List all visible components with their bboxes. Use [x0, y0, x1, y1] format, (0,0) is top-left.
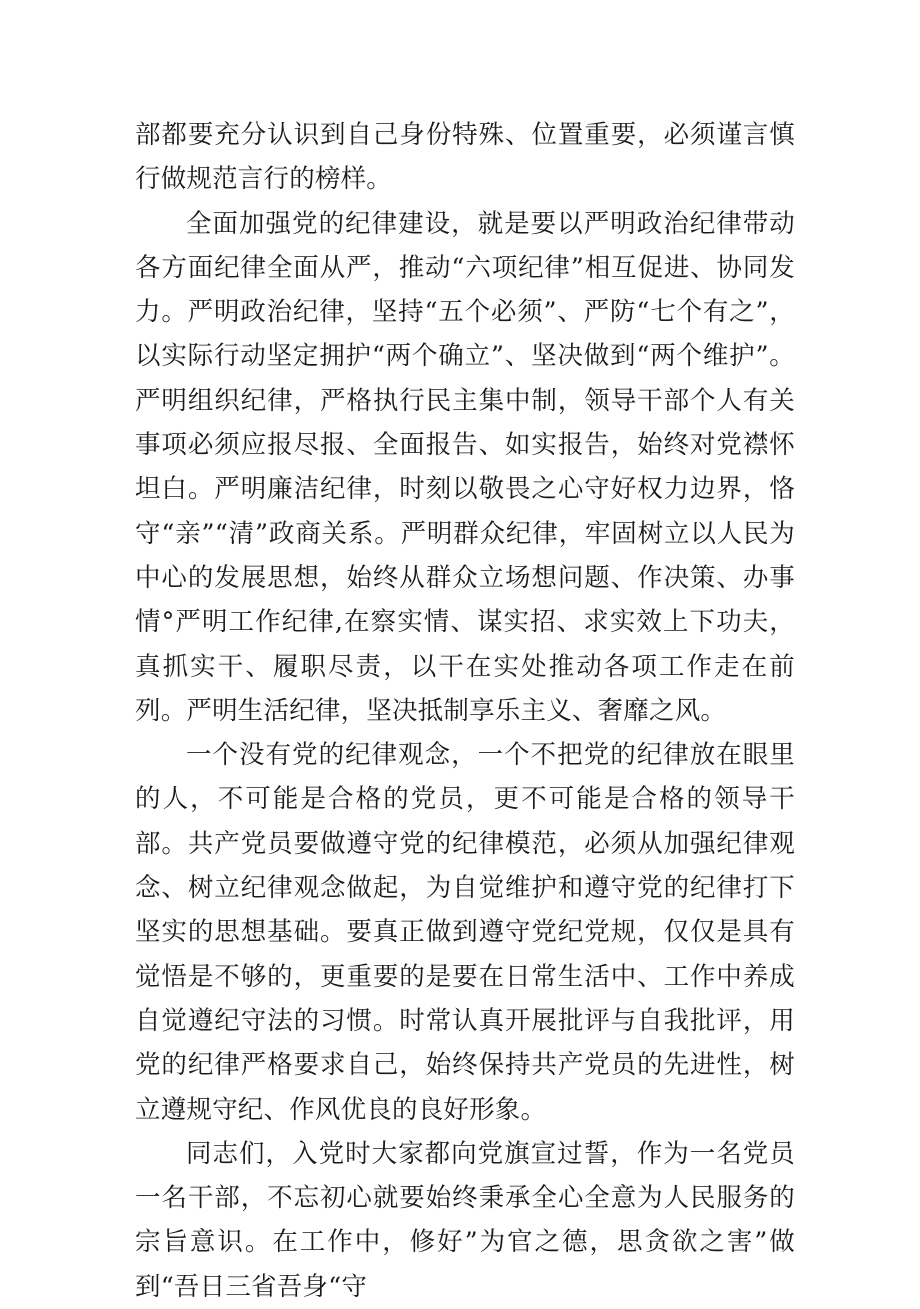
- paragraph-3: 一个没有党的纪律观念，一个不把党的纪律放在眼里的人，不可能是合格的党员，更不可能是合格的领导干部。共产党员要做遵守党的纪律模范，必须从加强纪律观念、树立纪律观念做起，为自觉维护和遵守党的纪律打下坚实的思想基础。要真正做到遵守党纪党规，仅仅是具有觉悟是不够的，更重要的是要在日常生活中、工作中养成自觉遵纪守法的习惯。时常认真开展批评与自我批评，用党的纪律严格要求自己，始终保持共产党员的先进性，树立遵规守纪、作风优良的良好形象。: [135, 740, 795, 1125]
- paragraph-4: 同志们，入党时大家都向党旗宣过誓，作为一名党员一名干部，不忘初心就要始终秉承全心全意为人民服务的宗旨意识。在工作中，修好”为官之德，思贪欲之害”做到“吾日三省吾身“守: [135, 1138, 795, 1302]
- paragraph-2: 全面加强党的纪律建设，就是要以严明政治纪律带动各方面纪律全面从严，推动“六项纪律”相互促进、协同发力。严明政治纪律，坚持“五个必须”、严防“七个有之”，以实际行动坚定拥护“两个确立”、坚决做到“两个维护”。严明组织纪律，严格执行民主集中制，领导干部个人有关事项必须应报尽报、全面报告、如实报告，始终对党襟怀坦白。严明廉洁纪律，时刻以敬畏之心守好权力边界，恪守“亲”“清”政商关系。严明群众纪律，牢固树立以人民为中心的发展思想，始终从群众立场想问题、作决策、办事情°严明工作纪律,在察实情、谋实招、求实效上下功夫，真抓实干、履职尽责，以干在实处推动各项工作走在前列。严明生活纪律，坚决抵制享乐主义、奢靡之风。: [135, 208, 795, 726]
- document-body: [135, 113, 795, 1309]
- paragraph-1: 部都要充分认识到自己身份特殊、位置重要，必须谨言慎行做规范言行的榜样。: [135, 120, 795, 195]
